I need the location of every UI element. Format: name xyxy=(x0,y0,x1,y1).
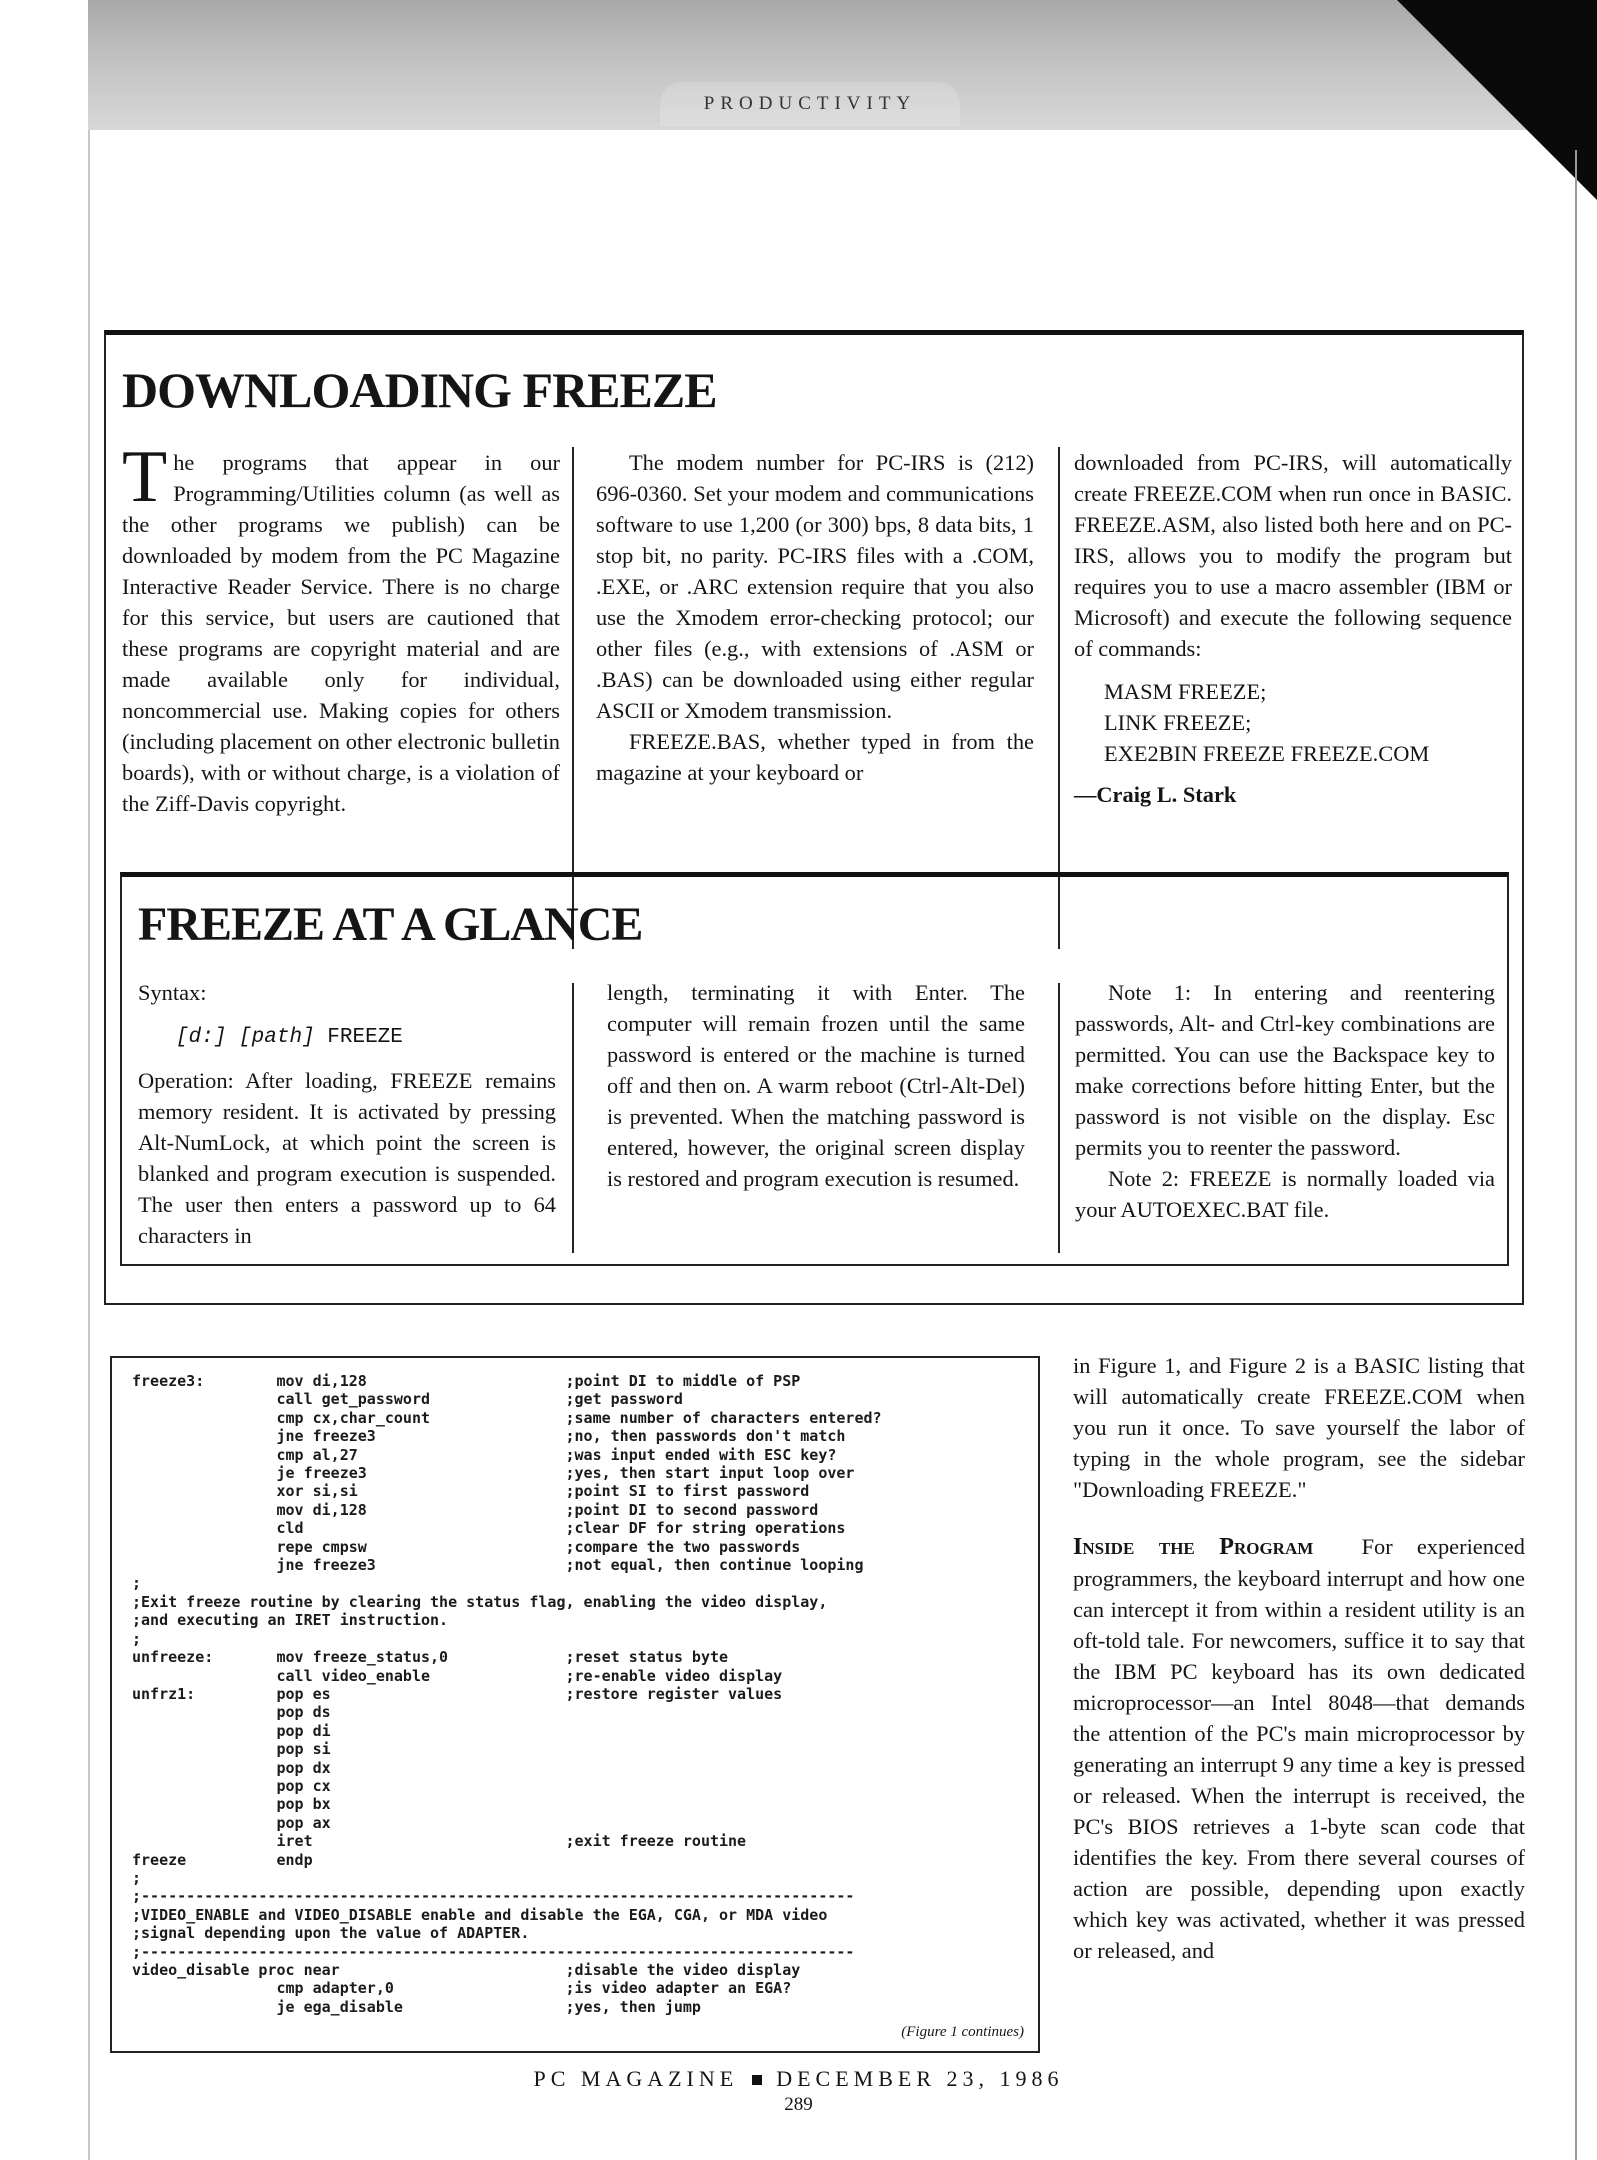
body-paragraph xyxy=(1073,1531,1525,1966)
syntax-label: Syntax: xyxy=(138,980,207,1005)
glance-box xyxy=(120,872,1509,1266)
figure-caption: (Figure 1 continues) xyxy=(901,2024,1024,2040)
glance-col-2 xyxy=(607,977,1025,1194)
syntax-drive: [d:] xyxy=(176,1026,227,1049)
glance-note-2: Note 2: FREEZE is normally loaded via your AUTOEXEC.BAT file. xyxy=(1075,1166,1495,1222)
author-signature: —Craig L. Stark xyxy=(1074,782,1237,807)
downloading-title: DOWNLOADING FREEZE xyxy=(122,362,717,418)
downloading-col-2-p2: FREEZE.BAS, whether typed in from the magazine at your keyboard or xyxy=(596,729,1034,785)
glance-note-1: Note 1: In entering and reentering passwords, Alt- and Ctrl-key combinations are permitted. You can use the Backspace key to make corrections before hitting Enter, but the password is not visible on the display. Esc permits you to reenter the password. xyxy=(1075,980,1495,1160)
code-listing-box xyxy=(110,1356,1040,2053)
page-edge-right xyxy=(1575,150,1577,2160)
glance-col-1 xyxy=(138,977,556,1251)
command-list xyxy=(1104,676,1512,769)
body-column xyxy=(1073,1350,1525,1966)
column-rule xyxy=(1058,983,1060,1253)
magazine-name: PC MAGAZINE xyxy=(533,2066,739,2091)
command-item: LINK FREEZE; xyxy=(1104,710,1252,735)
syntax-path: [path] xyxy=(239,1026,315,1049)
subhead: Inside the Program xyxy=(1073,1534,1314,1560)
section-label: PRODUCTIVITY xyxy=(660,82,960,126)
glance-col-2-text: length, terminating it with Enter. The computer will remain frozen until the same password is entered or the machine is turned off and then on. A warm reboot (Ctrl-Alt-Del) is prevented. When the matching password is entered, however, the original screen display is restored and program execution is resumed. xyxy=(607,980,1025,1191)
page-number: 289 xyxy=(784,2094,813,2115)
downloading-col-3 xyxy=(1074,447,1512,810)
syntax-command: FREEZE xyxy=(327,1026,403,1049)
page-edge-left xyxy=(88,130,90,2160)
syntax-line xyxy=(176,1022,556,1053)
code-listing: freeze3: mov di,128 ;point DI to middle of PSP call get_password ;get password cmp cx,char_count ;same number of characters entered? jne freeze3 ;no, then passwords don't match cmp al,27 ;was input ended with ESC key? je freeze3 ;yes, then start input loop over xor si,si ;point SI to first password mov di,128 ;point DI to second password cld ;clear DF for string operations repe cmpsw ;compare the two passwords jne freeze3 ;not equal, then continue looping ; ;Exit freeze routine by clearing the status flag, enabling the video display, ;and executing an IRET instruction. ; unfreeze: mov freeze_status,0 ;reset status byte call video_enable ;re-enable video display unfrz1: pop es ;restore register values pop ds pop di pop si pop dx pop cx pop bx pop ax iret ;exit freeze routine freeze endp ; ;------------------------------------------------------------------------------- ;VIDEO_ENABLE and VIDEO_DISABLE enable and disable the EGA, CGA, or MDA video ;signal depending upon the value of ADAPTER. ;------------------------------------------------------------------------------- video_disable proc near ;disable the video display cmp adapter,0 ;is video adapter an EGA? je ega_disable ;yes, then jump xyxy=(132,1372,882,2016)
column-rule xyxy=(572,983,574,1253)
page-footer xyxy=(0,2066,1597,2092)
glance-col-3 xyxy=(1075,977,1495,1225)
separator-square-icon xyxy=(752,2075,762,2085)
dropcap: T xyxy=(122,436,168,518)
downloading-col-2 xyxy=(596,447,1034,788)
glance-title: FREEZE AT A GLANCE xyxy=(138,898,643,951)
command-item: MASM FREEZE; xyxy=(1104,679,1267,704)
body-paragraph: in Figure 1, and Figure 2 is a BASIC listing that will automatically create FREEZE.COM when you run it once. To save yourself the labor of typing in the whole program, see the sidebar "Downloading FREEZE." xyxy=(1073,1353,1525,1502)
command-item: EXE2BIN FREEZE FREEZE.COM xyxy=(1104,741,1430,766)
downloading-col-2-p1: The modem number for PC-IRS is (212) 696-0360. Set your modem and communications software to use 1,200 (or 300) bps, 8 data bits, 1 stop bit, no parity. PC-IRS files with a .COM, .EXE, or .ARC extension require that you also use the Xmodem error-checking protocol; our other files (e.g., with extensions of .ASM or .BAS) can be downloaded using either regular ASCII or Xmodem transmission. xyxy=(596,450,1034,723)
body-paragraph-text: For experienced programmers, the keyboard interrupt and how one can intercept it from within a resident utility is an oft-told tale. For newcomers, suffice it to say that the IBM PC keyboard has its own dedicated microprocessor—an Intel 8048—that demands the attention of the PC's main microprocessor by generating an interrupt 9 any time a key is pressed or released. When the interrupt is received, the PC's BIOS retrieves a 1-byte scan code that identifies the key. From there several courses of action are possible, depending upon exactly which key was activated, whether it was pressed or released, and xyxy=(1073,1534,1525,1963)
downloading-col-1-text: he programs that appear in our Programming/Utilities column (as well as the other programs we publish) can be downloaded by modem from the PC Magazine Interactive Reader Service. There is no charge for this service, but users are cautioned that these programs are copyright material and are made available only for individual, noncommercial use. Making copies for others (including placement on other electronic bulletin boards), with or without charge, is a violation of the Ziff-Davis copyright. xyxy=(122,450,560,816)
corner-fold xyxy=(1397,0,1597,200)
downloading-col-1 xyxy=(122,436,560,819)
glance-col-1-text: Operation: After loading, FREEZE remains memory resident. It is activated by pressing Alt-NumLock, at which point the screen is blanked and program execution is suspended. The user then enters a password up to 64 characters in xyxy=(138,1068,556,1248)
issue-date: DECEMBER 23, 1986 xyxy=(776,2066,1064,2091)
downloading-col-3-text: downloaded from PC-IRS, will automatically create FREEZE.COM when run once in BASIC. FREEZE.ASM, also listed both here and on PC-IRS, allows you to modify the program but requires you to use a macro assembler (IBM or Microsoft) and execute the following sequence of commands: xyxy=(1074,450,1512,661)
